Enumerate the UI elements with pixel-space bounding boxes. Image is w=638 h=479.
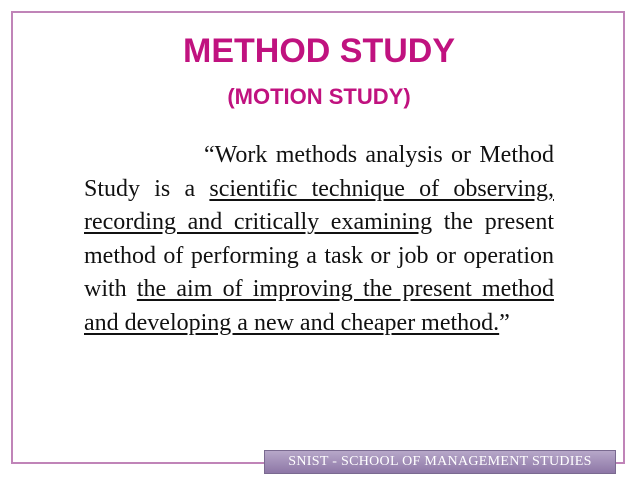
slide-title: METHOD STUDY (183, 32, 455, 70)
quote-text-1: “Work methods analysis or Method Study is a (84, 142, 554, 202)
quote-closing: ” (499, 309, 510, 336)
footer-banner (264, 450, 616, 474)
quote-underlined-1: scientific technique of observing, recording and critically examining (84, 175, 554, 235)
quote-paragraph (84, 139, 554, 340)
quote-underlined-2: the aim of improving the present method and developing a new and cheaper method. (84, 276, 554, 336)
footer-text: SNIST - SCHOOL OF MANAGEMENT STUDIES (288, 454, 592, 469)
slide-subtitle: (MOTION STUDY) (227, 84, 411, 109)
quote-text-2: the present method of performing a task or job or operation with (84, 209, 554, 302)
